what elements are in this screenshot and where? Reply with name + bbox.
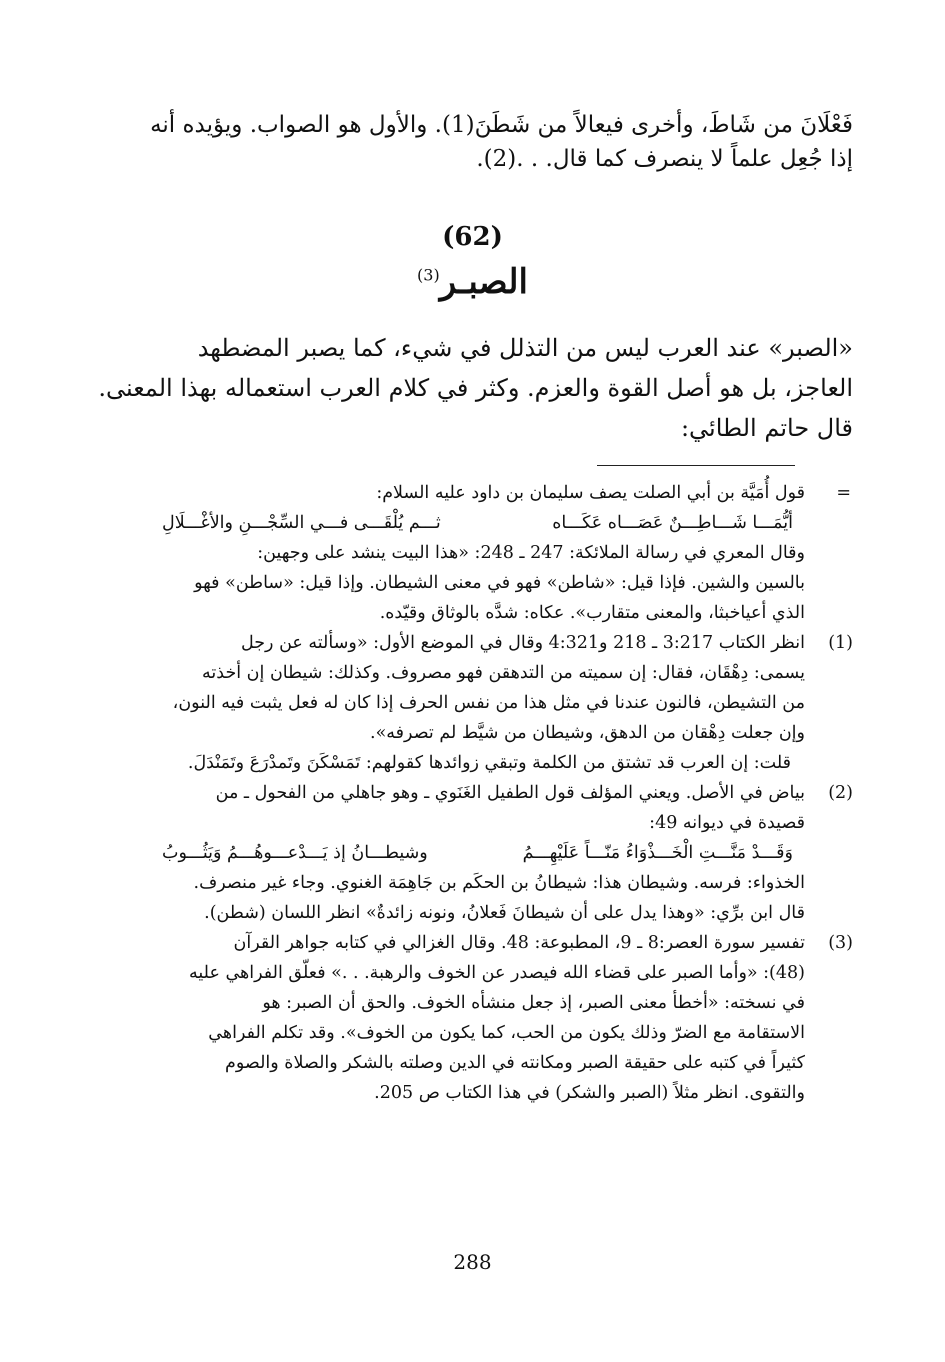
body-line: «الصبر» عند العرب ليس من التذلل في شيء، كما يصبر المضطهد (197, 334, 853, 362)
footnote-line: (48): «وأما الصبر على قضاء الله فيصدر عن الخوف والرهبة. . .» فعلّق الفراهي عليه (189, 963, 805, 983)
body-line: قال حاتم الطائي: (680, 414, 853, 442)
footnote-3 (72, 928, 853, 1108)
footnote-line: الخذواء: فرسه. وشيطان هذا: شيطانُ بن الحكَم بن جَاهِمَة الغنوي. وجاء غير منصرف. (193, 873, 805, 893)
verse-hemistich: وشيطـــانُ إذ يَـــدْعـــوهُـــمُ وَيَثُـــوبُ (162, 843, 428, 863)
footnote-2-after (72, 868, 853, 928)
footnote-line: بالسين والشين. فإذا قيل: «شاطن» فهو في معنى الشيطان. وإذا قيل: «ساطن» فهو (194, 573, 805, 593)
footnote-line: الاستقامة مع الضرّ وذلك يكون من الحب، كما يكون من الخوف». وقد تكلم الفراهي (208, 1023, 805, 1043)
footnote-line: قصيدة في ديوانه 49: (649, 813, 805, 833)
chapter-title-wrap (0, 262, 945, 302)
footnotes (72, 478, 853, 1108)
page-number: 288 (453, 1250, 492, 1274)
footnote-1 (72, 628, 853, 778)
intro-paragraph (72, 108, 853, 176)
footnote-continued (72, 478, 853, 508)
body-paragraph (72, 328, 853, 448)
footnote-separator (597, 465, 795, 466)
chapter-title: الصبـر (439, 262, 528, 302)
footnote-line: انظر الكتاب 3:217 ـ 218 و4:321 وقال في الموضع الأول: «وسألته عن رجل (240, 633, 805, 653)
chapter-number: (62) (442, 222, 503, 252)
footnote-number: (2) (828, 783, 853, 803)
footnote-line: وقال المعري في رسالة الملائكة: 247 ـ 248: «هذا البيت ينشد على وجهين: (257, 543, 805, 563)
intro-line: فَعْلَانَ من شَاطَ، وأخرى فيعالاً من شَطَنَ(1). والأول هو الصواب. ويؤيده أنه (150, 112, 853, 138)
footnote-line: تفسير سورة العصر:8 ـ 9، المطبوعة: 48. وقال الغزالي في كتابه جواهر القرآن (233, 933, 805, 953)
footnote-continued-after (72, 538, 853, 628)
footnote-number: (1) (828, 633, 853, 653)
verse-hemistich: وَقَـــدْ مَنَّـــتِ الْخَـــذْوَاءُ مَنّـــاً عَلَيْهِـــمُ (522, 843, 793, 863)
footnote-2 (72, 778, 853, 838)
intro-line: إذا جُعِل علماً لا ينصرف كما قال. . .(2). (476, 146, 853, 172)
verse-hemistich: ثـــم يُلْقَـــى فـــي السِّجْـــنِ والأغْـــلَالِ (162, 513, 441, 533)
footnote-line: بياض في الأصل. ويعني المؤلف قول الطفيل الغَنَوي ـ وهو جاهلي من الفحول ـ من (215, 783, 805, 803)
footnote-line: في نسخته: «أخطأ معنى الصبر، إذ جعل منشأه الخوف. والحق أن الصبر: هو (262, 993, 805, 1013)
footnote-line: يسمى: دِهْقَان، فقال: إن سميته من التدهقن فهو مصروف. وكذلك: شيطان إن أخذته (202, 663, 805, 683)
verse (72, 838, 853, 868)
footnote-line: قول أُمَيَّة بن أبي الصلت يصف سليمان بن داود عليه السلام: (376, 483, 805, 503)
footnote-line: وإن جعلت دِهْقان من الدهق، وشيطان من شيَّط لم تصرفه». (370, 723, 805, 743)
footnote-line: من التشيطن، فالنون عندنا في مثل هذا من نفس الحرف إذا كان له فعل يثبت فيه النون، (172, 693, 805, 713)
body-line: العاجز، بل هو أصل القوة والعزم. وكثر في كلام العرب استعماله بهذا المعنى. (98, 374, 853, 402)
verse (72, 508, 853, 538)
footnote-line: كثيراً في كتبه على حقيقة الصبر ومكانته في الدين وصلته بالشكر والصلاة والصوم (225, 1053, 805, 1073)
chapter-title-footnote-ref: (3) (417, 265, 440, 285)
footnote-number: (3) (828, 933, 853, 953)
footnote-line: قال ابن برِّي: «وهذا يدل على أن شيطانَ فَعلانُ، ونونه زائدةٌ» انظر اللسان (شطن). (204, 903, 805, 923)
footnote-line: والتقوى. انظر مثلاً (الصبر والشكر) في هذا الكتاب ص 205. (374, 1083, 805, 1103)
verse-hemistich: أيُّمَـــا شَـــاطِـــنٌ عَصَـــاه عَكَـــاه (552, 513, 793, 533)
footnote-note: قلت: إن العرب قد تشتق من الكلمة وتبقي زوائدها كقولهم: تَمَسْكَنَ وتَمدْرَعَ وتَمَنْدَلَ. (187, 753, 791, 773)
continuation-marker: = (836, 483, 851, 503)
footnote-line: الذي أعياخبثا، والمعنى متقارب». عكاه: شدَّه بالوثاق وقيّده. (379, 603, 805, 623)
